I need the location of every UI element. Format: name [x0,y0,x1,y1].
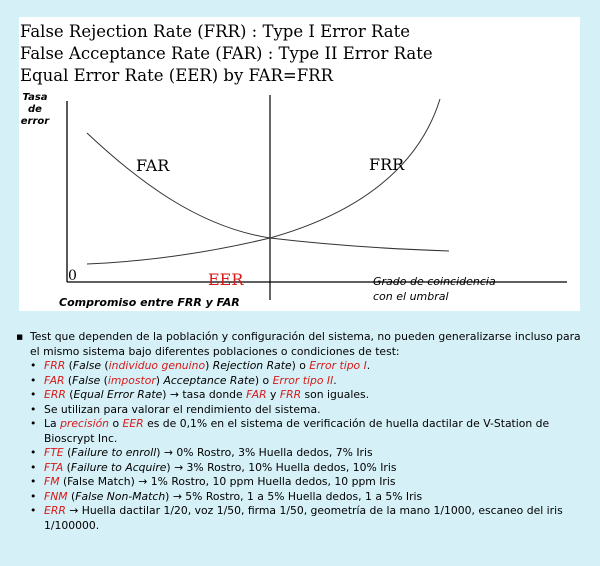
bullet-text-segment: ( [65,388,74,401]
bullet-section [16,330,586,533]
bullet-item [30,374,586,389]
bullet-text-segment: ) → 5% Rostro, 1 a 5% Huella dedos, 1 a 5% Iris [165,489,423,503]
x-axis-label-line-1: Grado de coincidencia [373,275,496,288]
y-axis-label-line: Tasa [22,92,48,103]
far-curve [87,133,449,251]
bullet-text-segment: EER [122,417,144,430]
title-line-3: Equal Error Rate (EER) by FAR=FRR [20,66,333,85]
bullet-text-segment: ( [67,489,76,503]
bullet-text-segment: ERR [44,504,66,517]
bullet-dot-icon: • [30,388,37,401]
bullet-text-segment: False [72,373,101,387]
bullet-text-segment: FNM [44,489,68,503]
bullet-text-segment: Rejection Rate [212,359,292,372]
bullet-text-segment: o [109,417,123,430]
bullet-text-segment: ERR [44,388,66,401]
bullet-text-segment: es de 0,1% en el sistema de verificación de huella dactilar de V-Station de Bioscrypt Inc. [44,417,550,445]
bullet-text-segment: → Huella dactilar 1/20, voz 1/50, firma 1/50, geometría de la mano 1/1000, escaneo del iris 1/100000. [44,504,563,532]
y-axis-label-line: de [28,104,42,115]
bullet-dot-icon: • [30,417,37,430]
bullet-text-segment: . [333,373,337,387]
bullet-dot-icon: • [30,475,37,488]
bullet-text-segment: ) [155,373,164,387]
bullet-text-segment: y [266,388,280,401]
bullet-item [30,461,586,476]
bullet-text-segment: FRR [279,388,302,401]
title-line-2: False Acceptance Rate (FAR) : Type II Error Rate [20,44,433,63]
frr-curve-label: FRR [369,155,405,174]
intro-text: Test que dependen de la población y configuración del sistema, no pueden generalizarse incluso para el mismo sistema bajo diferentes poblaciones o condiciones de test: [30,330,581,358]
bullet-item [30,475,586,490]
bullet-text-segment: FM [44,475,60,488]
origin-label: 0 [68,268,77,284]
bullet-item [30,359,586,374]
bullet-text-segment: impostor [107,373,156,387]
bullet-text-segment: Error tipo I [309,359,367,372]
bullet-text-segment: ) → 0% Rostro, 3% Huella dedos, 7% Iris [156,446,373,459]
square-bullet-icon: ▪ [16,330,24,343]
bullet-dot-icon: • [30,446,37,459]
title-line-1: False Rejection Rate (FRR) : Type I Error Rate [20,22,411,41]
bullet-item [30,446,586,461]
bullet-text-segment: ( [65,359,73,372]
bullet-text-segment: Acceptance Rate [163,373,255,387]
y-axis-label-line: error [20,116,50,127]
bullet-dot-icon: • [30,504,37,517]
bullet-item [30,504,586,533]
bullet-text-segment: ( [100,373,108,387]
bullet-text-segment: FAR [246,388,267,401]
error-rate-diagram [19,17,580,311]
intro-paragraph [16,330,586,359]
bullet-text-segment: . [366,359,371,372]
bullet-item [30,490,586,505]
bullet-text-segment: son iguales. [301,388,370,401]
bullet-dot-icon: • [30,373,37,387]
bullet-text-segment: Se utilizan para valorar el rendimiento del sistema. [44,402,321,416]
bullet-text-segment: individuo genuino [108,359,206,372]
bullet-text-segment: ( [63,446,72,459]
bullet-text-segment: ( [63,460,71,474]
bullet-text-segment: FTA [44,460,64,474]
diagram-caption: Compromiso entre FRR y FAR [59,296,240,309]
bullet-item [30,403,586,418]
bullet-text-segment: Failure to Acquire [70,460,167,474]
x-axis-label-line-2: con el umbral [373,290,449,303]
bullet-text-segment: ) [205,359,213,372]
bullet-text-segment: (False Match) → 1% Rostro, 10 ppm Huella dedos, 10 ppm Iris [59,475,396,488]
frr-curve [87,99,440,264]
eer-label: EER [208,270,244,289]
far-curve-label: FAR [136,156,170,175]
bullet-text-segment: ) → tasa donde [162,388,247,401]
bullet-dot-icon: • [30,359,37,372]
bullet-text-segment: Failure to enroll [71,446,157,459]
bullet-text-segment: Equal Error Rate [73,388,163,401]
bullet-text-segment: FTE [44,446,64,459]
bullet-dot-icon: • [30,489,37,503]
bullet-text-segment: FAR [44,373,65,387]
bullet-item [30,417,586,446]
bullet-text-segment: ) o [254,373,273,387]
bullet-item [30,388,586,403]
bullet-text-segment: False Non-Match [75,489,166,503]
bullet-text-segment: ) → 3% Rostro, 10% Huella dedos, 10% Iris [166,460,397,474]
bullet-text-segment: Error tipo II [272,373,334,387]
bullet-text-segment: FRR [44,359,66,372]
bullet-text-segment: False [72,359,101,372]
bullet-text-segment: ( [64,373,73,387]
bullet-dot-icon: • [30,460,37,474]
bullet-list [16,359,586,533]
bullet-text-segment: precisión [60,417,110,430]
bullet-text-segment: ) o [291,359,310,372]
bullet-dot-icon: • [30,402,37,416]
bullet-text-segment: ( [100,359,109,372]
bullet-text-segment: La [44,417,61,430]
